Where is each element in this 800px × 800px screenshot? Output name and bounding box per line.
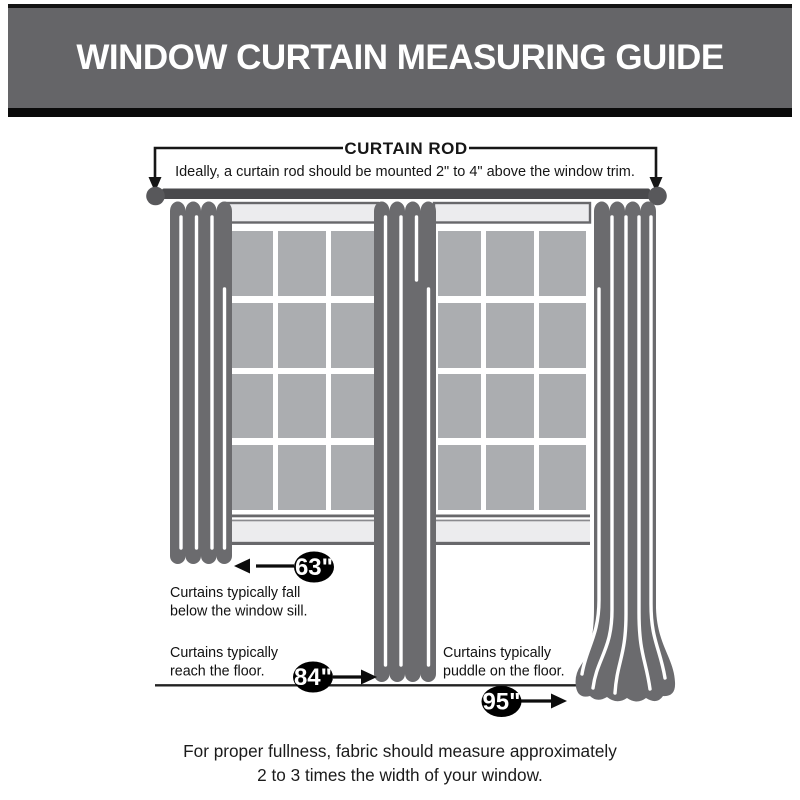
note-puddle-line1: Curtains typically <box>443 645 552 661</box>
window-pane <box>278 303 326 368</box>
window-head-trim <box>226 203 378 223</box>
window-pane <box>486 374 534 438</box>
right-arrow-icon <box>551 694 567 709</box>
window-pane <box>230 303 273 368</box>
window-pane <box>230 231 273 296</box>
left-window <box>226 203 378 545</box>
right-curtain <box>576 202 676 702</box>
window-pane <box>278 445 326 510</box>
rod-finial-left <box>146 187 165 206</box>
left-curtain <box>170 202 232 565</box>
left-arrow-icon <box>234 559 250 574</box>
window-pane <box>278 374 326 438</box>
measurement-95 <box>482 686 568 717</box>
note-sill-line1: Curtains typically fall <box>170 585 301 601</box>
note-floor-line1: Curtains typically <box>170 645 279 661</box>
window-pane <box>539 445 586 510</box>
window-pane <box>331 303 374 368</box>
window-pane <box>539 374 586 438</box>
window-sill <box>226 515 378 546</box>
window-pane <box>539 231 586 296</box>
window-pane <box>486 231 534 296</box>
note-floor-line2: reach the floor. <box>170 663 265 680</box>
window-sill <box>434 515 590 546</box>
window-pane <box>278 231 326 296</box>
curtain-panel <box>374 202 436 683</box>
rod-callout-label: CURTAIN ROD <box>344 139 468 158</box>
rod-bar <box>162 189 650 200</box>
note-sill-line2: below the window sill. <box>170 603 308 620</box>
window-pane <box>438 231 481 296</box>
fullness-note-line2: 2 to 3 times the width of your window. <box>257 764 543 785</box>
right-window <box>434 203 590 545</box>
note-sill <box>170 585 307 620</box>
badge-84-value: 84" <box>293 664 333 691</box>
window-pane <box>438 445 481 510</box>
center-curtain <box>374 202 436 683</box>
fullness-note <box>0 740 800 787</box>
note-puddle-line2: puddle on the floor. <box>443 663 565 680</box>
window-pane <box>331 374 374 438</box>
rod-callout-subtitle: Ideally, a curtain rod should be mounted 2" to 4" above the window trim. <box>175 164 635 180</box>
window-pane <box>331 231 374 296</box>
window-pane <box>486 445 534 510</box>
page-title: WINDOW CURTAIN MEASURING GUIDE <box>76 38 724 77</box>
window-pane <box>486 303 534 368</box>
window-pane <box>438 303 481 368</box>
window-pane <box>230 445 273 510</box>
window-pane <box>331 445 374 510</box>
badge-95-value: 95" <box>482 688 521 716</box>
note-floor <box>170 645 279 680</box>
window-pane <box>438 374 481 438</box>
window-head-trim <box>434 203 590 223</box>
measurement-84 <box>293 662 377 693</box>
badge-63-value: 63" <box>294 554 334 581</box>
window-pane <box>539 303 586 368</box>
window-pane <box>230 374 273 438</box>
fullness-note-line1: For proper fullness, fabric should measure approximately <box>183 741 617 761</box>
note-puddle <box>443 645 565 680</box>
measurement-63 <box>234 552 334 583</box>
rod-callout <box>149 139 663 192</box>
